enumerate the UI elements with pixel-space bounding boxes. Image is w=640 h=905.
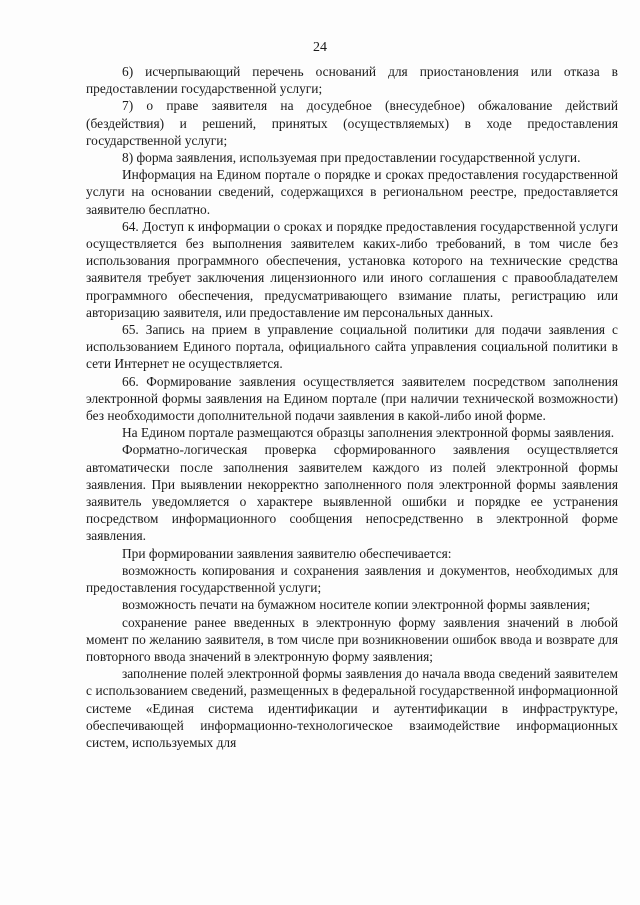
paragraph-format-check: Форматно-логическая проверка сформированного заявления осуществляется автоматически после заполнения заявителем каждого из полей электронной формы заявления. При выявлении некорректно заполненного поля электронной формы заявления заявитель уведомляется о характере выявленной ошибки и порядке ее устранения посредством информационного сообщения непосредственно в электронной форме заявления.	[86, 442, 618, 544]
paragraph-65: 65. Запись на прием в управление социальной политики для подачи заявления с использованием Единого портала, официального сайта управления социальной политики в сети Интернет не осуществляется.	[86, 322, 618, 372]
paragraph-item-6: 6) исчерпывающий перечень оснований для приостановления или отказа в предоставлении государственной услуги;	[86, 64, 618, 97]
document-body	[86, 63, 618, 751]
paragraph-prefill: заполнение полей электронной формы заявления до начала ввода сведений заявителем с использованием сведений, размещенных в федеральной государственной информационной системе «Единая система идентификации и аутентификации в инфраструктуре, обеспечивающей информационно-технологическое взаимодействие информационных систем, используемых для	[86, 666, 618, 750]
paragraph-item-8: 8) форма заявления, используемая при предоставлении государственной услуги.	[122, 150, 581, 166]
paragraph-item-7: 7) о праве заявителя на досудебное (внесудебное) обжалование действий (бездействия) и решений, принятых (осуществляемых) в ходе предоставления государственной услуги;	[86, 98, 618, 148]
paragraph-66: 66. Формирование заявления осуществляется заявителем посредством заполнения электронной формы заявления на Едином портале (при наличии технической возможности) без необходимости дополнительной подачи заявления в какой-либо иной форме.	[86, 373, 618, 424]
page-number: 24	[313, 40, 327, 55]
paragraph-portal-info: Информация на Едином портале о порядке и сроках предоставления государственной услуги на основании сведений, содержащихся в региональном реестре, предоставляется заявителю бесплатно.	[86, 167, 618, 217]
paragraph-copy-save: возможность копирования и сохранения заявления и документов, необходимых для предоставления государственной услуги;	[86, 562, 618, 596]
paragraph-samples: На Едином портале размещаются образцы заполнения электронной формы заявления.	[122, 425, 615, 441]
paragraph-save-values: сохранение ранее введенных в электронную форму заявления значений в любой момент по желанию заявителя, в том числе при возникновении ошибок ввода и возврате для повторного ввода значений в электронную форму заявления;	[86, 614, 618, 664]
paragraph-provided-intro: При формировании заявления заявителю обеспечивается:	[122, 545, 452, 561]
paragraph-print: возможность печати на бумажном носителе копии электронной формы заявления;	[122, 597, 591, 613]
paragraph-64: 64. Доступ к информации о сроках и порядке предоставления государственной услуги осуществляется без выполнения заявителем каких-либо требований, в том числе без использования программного обеспечения, установка которого на технические средства заявителя требует заключения лицензионного или иного соглашения с правообладателем программного обеспечения, предусматривающего взимание платы, регистрацию или авторизацию заявителя, или предоставление им персональных данных.	[86, 218, 618, 320]
